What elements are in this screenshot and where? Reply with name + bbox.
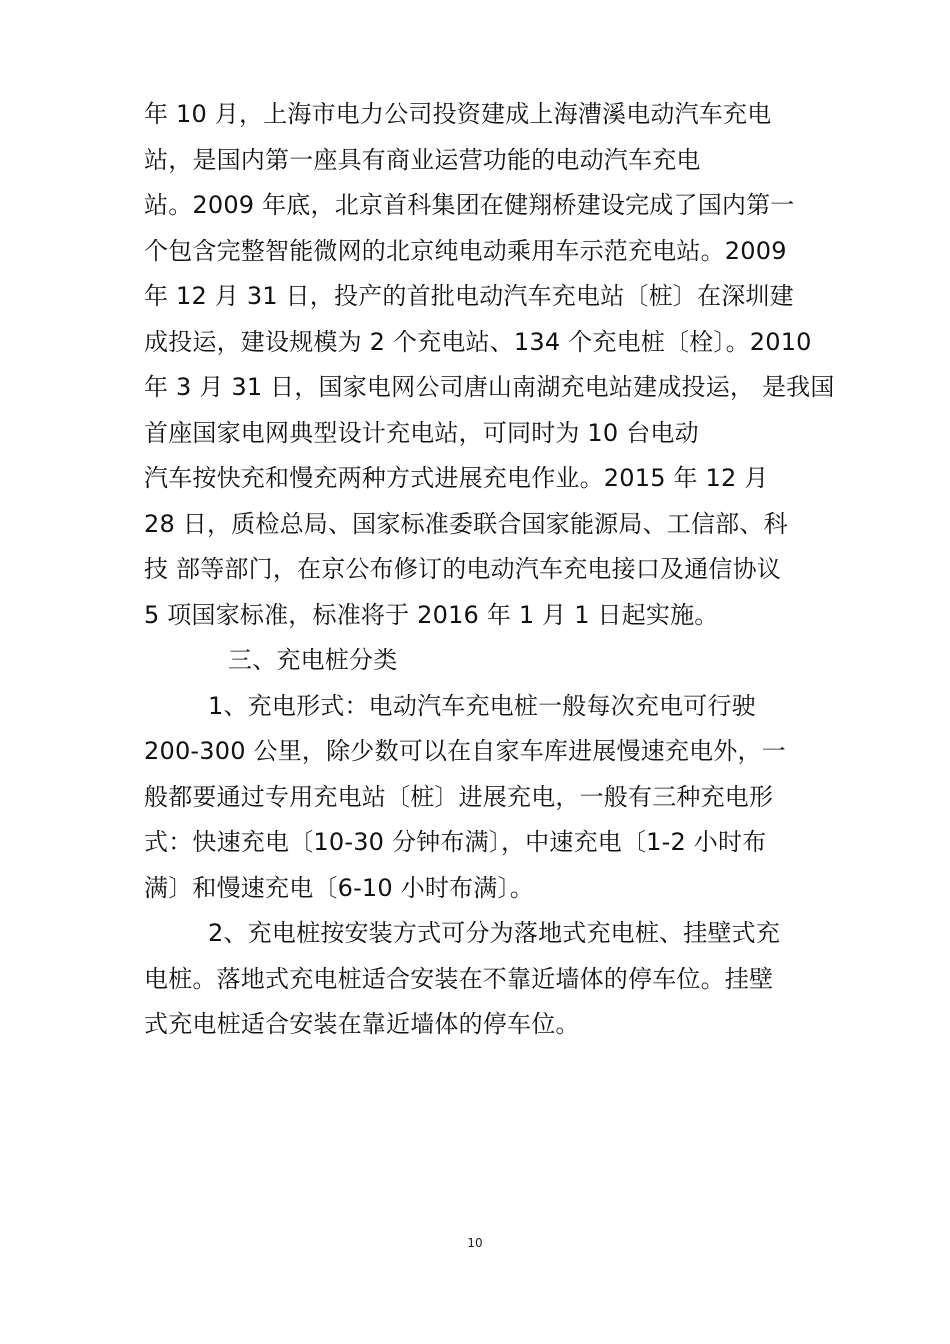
- body-text: [144, 92, 835, 1048]
- text-line: 汽车按快充和慢充两种方式进展充电作业。2015 年 12 月: [144, 464, 769, 492]
- text-line: 年 12 月 31 日，投产的首批电动汽车充电站〔桩〕在深圳建: [144, 282, 794, 310]
- text-line: 首座国家电网典型设计充电站，可同时为 10 台电动: [144, 418, 699, 447]
- text-line: 式：快速充电〔10-30 分钟布满〕，中速充电〔1-2 小时布: [144, 828, 767, 856]
- text-line: 式充电桩适合安装在靠近墙体的停车位。: [144, 1010, 580, 1038]
- text-line: 电桩。落地式充电桩适合安装在不靠近墙体的停车位。挂壁: [144, 964, 774, 993]
- section-heading: 三、充电桩分类: [228, 646, 398, 674]
- text-line: 满〕和慢速充电〔6-10 小时布满〕。: [144, 873, 534, 902]
- paragraph-first-line: 2、充电桩按安装方式可分为落地式充电桩、挂壁式充: [208, 919, 781, 947]
- text-line: 个包含完整智能微网的北京纯电动乘用车示范充电站。2009: [144, 236, 787, 265]
- text-line: 成投运，建设规模为 2 个充电站、134 个充电桩〔栓〕。2010: [144, 327, 812, 356]
- page-number: 10: [467, 1236, 483, 1250]
- text-line: 200-300 公里，除少数可以在自家车库进展慢速充电外，一: [144, 737, 786, 765]
- paragraph-first-line: 1、充电形式：电动汽车充电桩一般每次充电可行驶: [208, 691, 756, 720]
- text-line: 28 日，质检总局、国家标准委联合国家能源局、工信部、科: [144, 509, 788, 538]
- text-line: 站，是国内第一座具有商业运营功能的电动汽车充电: [144, 145, 701, 174]
- text-line: 技 部等部门，在京公布修订的电动汽车充电接口及通信协议: [144, 555, 782, 583]
- text-line: 年 3 月 31 日，国家电网公司唐山南湖充电站建成投运， 是我国: [144, 373, 835, 401]
- text-line: 站。2009 年底，北京首科集团在健翔桥建设完成了国内第一: [144, 191, 795, 219]
- text-line: 般都要通过专用充电站〔桩〕进展充电，一般有三种充电形: [144, 782, 774, 811]
- text-line: 5 项国家标准，标准将于 2016 年 1 月 1 日起实施。: [144, 600, 719, 629]
- text-line: 年 10 月，上海市电力公司投资建成上海漕溪电动汽车充电: [144, 100, 772, 128]
